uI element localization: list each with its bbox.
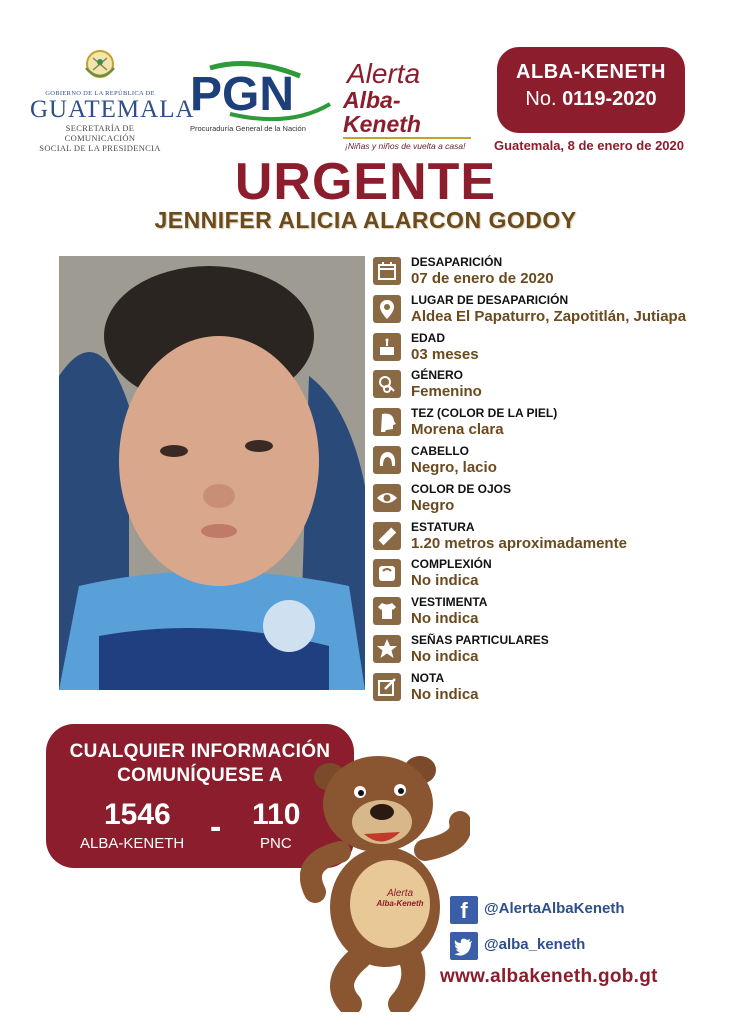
field-value: Aldea El Papaturro, Zapotitlán, Jutiapa xyxy=(411,307,687,325)
shirt-icon xyxy=(373,597,401,625)
field-label: NOTA xyxy=(411,670,445,685)
pgn-wordmark-icon xyxy=(180,58,340,122)
field-label: CABELLO xyxy=(411,443,469,458)
field-label: VESTIMENTA xyxy=(411,595,488,610)
facebook-link[interactable] xyxy=(450,896,710,932)
field-label: COLOR DE OJOS xyxy=(411,481,512,496)
phone-pnc: 110 xyxy=(252,798,301,831)
twitter-handle[interactable]: @alba_keneth xyxy=(484,936,586,953)
field-value: Morena clara xyxy=(411,421,504,439)
note-pencil-icon xyxy=(373,673,401,701)
contact-line2: COMUNÍQUESE A xyxy=(117,765,283,786)
field-value: No indica xyxy=(411,610,479,628)
field-label: COMPLEXIÓN xyxy=(411,557,492,572)
field-nota xyxy=(373,670,723,708)
field-value: Negro, lacio xyxy=(411,458,497,476)
field-ojos xyxy=(373,481,723,519)
contact-line1: CUALQUIER INFORMACIÓN xyxy=(69,741,331,762)
badge-no-prefix: No. xyxy=(525,88,557,110)
missing-child-photo xyxy=(59,256,365,690)
field-label: SEÑAS PARTICULARES xyxy=(411,632,549,647)
birthday-cake-icon xyxy=(373,333,401,361)
phone-alba-keneth-label: ALBA-KENETH xyxy=(80,835,185,852)
field-genero xyxy=(373,367,723,405)
gov-name: GUATEMALA xyxy=(30,96,195,123)
field-vestimenta xyxy=(373,594,723,632)
gov-sec-line1: SECRETARÍA DE COMUNICACIÓN xyxy=(64,123,136,143)
logo-underline xyxy=(343,137,471,139)
field-value: Femenino xyxy=(411,383,482,401)
eye-icon xyxy=(373,484,401,512)
field-value: Negro xyxy=(411,496,455,514)
facebook-icon: f xyxy=(450,896,478,924)
field-label: ESTATURA xyxy=(411,519,475,534)
gov-top-text: GOBIERNO DE LA REPÚBLICA DE xyxy=(45,90,155,97)
pgn-caption: Procuraduría General de la Nación xyxy=(190,124,306,133)
person-name: JENNIFER ALICIA ALARCON GODOY xyxy=(154,207,577,233)
bulletin-date: Guatemala, 8 de enero de 2020 xyxy=(493,138,684,153)
urgent-heading: URGENTE xyxy=(234,153,497,211)
twitter-link[interactable] xyxy=(450,932,710,968)
badge-number-line xyxy=(497,88,685,111)
gov-sec-line2: SOCIAL DE LA PRESIDENCIA xyxy=(39,143,161,153)
star-icon xyxy=(373,635,401,663)
phone-separator: - xyxy=(210,808,222,846)
mascot-badge-line1: Alerta xyxy=(386,888,414,899)
field-label: EDAD xyxy=(411,330,446,345)
twitter-icon xyxy=(450,932,478,960)
guatemala-government-logo xyxy=(30,44,195,153)
mascot-badge xyxy=(370,888,430,908)
field-senas xyxy=(373,632,723,670)
field-tez xyxy=(373,405,723,443)
badge-number: 0119-2020 xyxy=(562,88,657,110)
alerta-alba-keneth-logo xyxy=(343,60,478,151)
field-label: DESAPARICIÓN xyxy=(411,255,503,269)
field-label: TEZ (COLOR DE LA PIEL) xyxy=(411,406,558,421)
case-number-badge xyxy=(497,47,685,133)
phone-alba-keneth: 1546 xyxy=(104,798,171,831)
field-lugar xyxy=(373,292,723,330)
alerta-tagline: ¡Niñas y niños de vuelta a casa! xyxy=(345,141,466,151)
field-value: 03 meses xyxy=(411,345,479,363)
field-estatura xyxy=(373,519,723,557)
field-value: 1.20 metros aproximadamente xyxy=(411,534,627,552)
field-label: LUGAR DE DESAPARICIÓN xyxy=(411,292,569,307)
face-profile-icon xyxy=(373,408,401,436)
badge-title: ALBA-KENETH xyxy=(516,61,666,83)
field-desaparicion xyxy=(373,254,723,292)
pgn-logo xyxy=(180,58,340,138)
scale-icon xyxy=(373,559,401,587)
svg-text:PGN: PGN xyxy=(190,68,295,121)
gender-icon xyxy=(373,370,401,398)
field-value: No indica xyxy=(411,572,479,590)
ruler-icon xyxy=(373,522,401,550)
facebook-handle[interactable]: @AlertaAlbaKeneth xyxy=(484,900,625,917)
alba-keneth-word: Alba-Keneth xyxy=(343,87,421,137)
alerta-word: Alerta xyxy=(347,58,421,89)
details-list xyxy=(373,254,723,708)
location-pin-icon xyxy=(373,295,401,323)
field-value: 07 de enero de 2020 xyxy=(411,270,554,287)
calendar-icon xyxy=(373,257,401,285)
field-edad xyxy=(373,330,723,368)
field-value: No indica xyxy=(411,685,479,703)
field-complexion xyxy=(373,556,723,594)
field-cabello xyxy=(373,443,723,481)
coat-of-arms-icon xyxy=(80,44,120,84)
mascot-badge-line2: Alba-Keneth xyxy=(376,899,424,908)
hair-icon xyxy=(373,446,401,474)
phone-pnc-label: PNC xyxy=(260,835,292,852)
field-value: No indica xyxy=(411,647,479,665)
social-links xyxy=(450,896,710,968)
field-label: GÉNERO xyxy=(411,368,464,383)
website-link[interactable]: www.albakeneth.gob.gt xyxy=(440,966,658,987)
